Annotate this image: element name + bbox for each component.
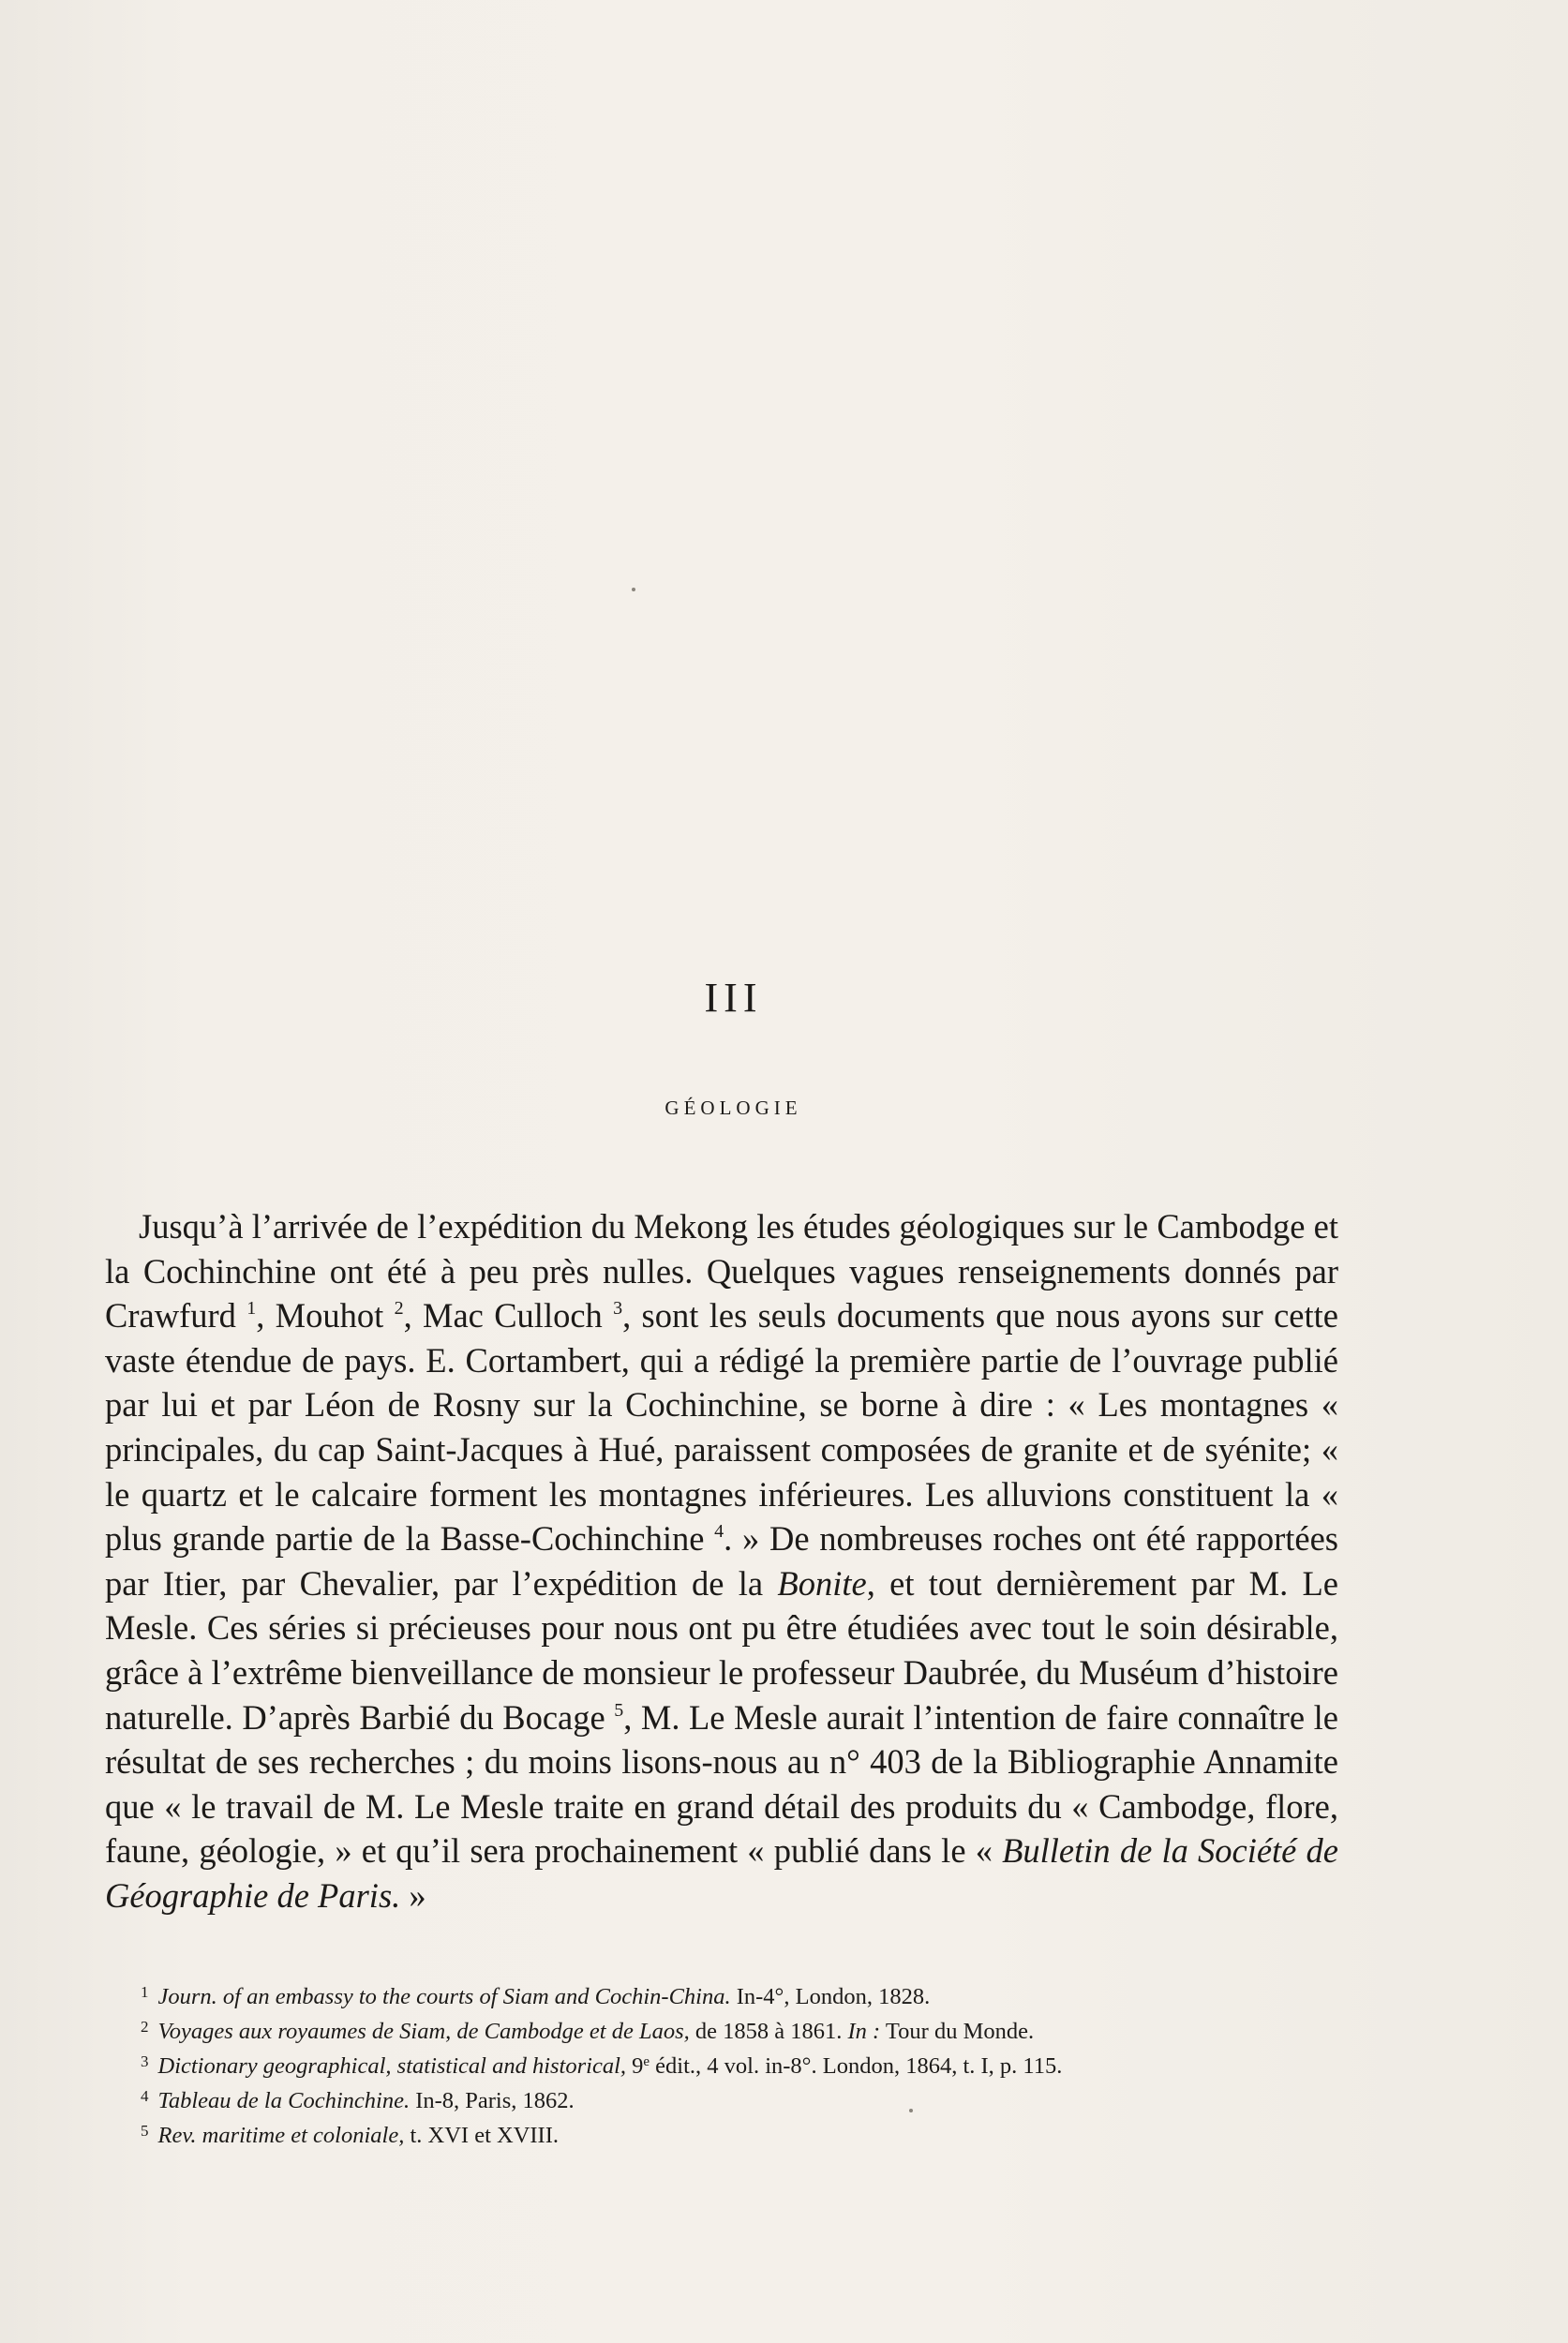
footnote-text: In-8, Paris, 1862. <box>410 2088 575 2113</box>
footnote-number: 2 <box>141 2018 149 2036</box>
footnote <box>141 2082 1322 2116</box>
text-segment: , M. Le Mesle aurait l’intention de faire connaître le résultat de ses recherches ; du moins lisons-nous au n° 403 de la Bibliographie Annamite que « le travail de M. Le Mesle traite en grand détail des produits du « Cambodge, flore, faune, géologie, » et qu’il sera prochainement « publié dans le « <box>105 1697 1338 1871</box>
text-segment: . » De nombreuses roches ont été rapportées par Itier, par Chevalier, par l’expédition de la <box>105 1519 1338 1603</box>
footnote-ref-3: 3 <box>613 1298 623 1320</box>
chapter-number: III <box>704 975 763 1022</box>
footnote-title: Dictionary geographical, statistical and historical, <box>157 2053 626 2079</box>
footnote-number: 3 <box>141 2052 149 2070</box>
text-segment: , Mac Culloch <box>403 1296 614 1336</box>
footnote-number: 1 <box>141 1983 149 2001</box>
footnote-text: de 1858 à 1861. <box>689 2019 848 2044</box>
footnote <box>141 1977 1322 2012</box>
text-segment: , Mouhot <box>256 1296 395 1336</box>
footnote <box>141 2047 1322 2082</box>
text-segment: » <box>400 1875 426 1915</box>
footnote-number: 5 <box>141 2122 149 2140</box>
footnote-text: In-4°, London, 1828. <box>730 1984 931 2009</box>
footnote-number: 4 <box>141 2087 149 2105</box>
footnote-ref-1: 1 <box>246 1298 257 1320</box>
footnote-text: t. XVI et XVIII. <box>404 2123 559 2148</box>
footnote-title: Voyages aux royaumes de Siam, de Cambodge et de Laos, <box>157 2019 690 2044</box>
footnote <box>141 2116 1322 2151</box>
footnote <box>141 2012 1322 2047</box>
paper-fleck <box>632 588 635 591</box>
footnote-ref-5: 5 <box>614 1699 624 1721</box>
footnote-title: Journ. of an embassy to the courts of Siam and Cochin-China. <box>157 1984 731 2009</box>
publication-title: Bulletin de la Société de Géographie de Paris. <box>105 1831 1338 1915</box>
footnote-text: édit., 4 vol. in-8°. London, 1864, t. I, p. 115. <box>650 2053 1063 2079</box>
text-segment: , sont les seuls documents que nous ayons sur cette vaste étendue de pays. E. Cortambert, qui a rédigé la première partie de l’ouvrage publié par lui et par Léon de Rosny sur la Cochinchine, se borne à dire : « Les montagnes « principales, du cap Saint-Jacques à Hué, paraissent composées de granite et de syénite; « le quartz et le calcaire forment les montagnes inférieures. Les alluvions constituent la « plus grande partie de la Basse-Cochinchine <box>105 1296 1338 1559</box>
footnote-in-label: In : <box>847 2019 881 2044</box>
footnote-text: 9 <box>626 2053 644 2079</box>
footnotes <box>141 1977 1322 2151</box>
footnote-ref-4: 4 <box>714 1521 724 1543</box>
ship-name: Bonite <box>777 1563 867 1603</box>
footnote-title: Rev. maritime et coloniale, <box>157 2123 405 2148</box>
footnote-ref-2: 2 <box>394 1298 404 1320</box>
footnote-title: Tableau de la Cochinchine. <box>157 2088 411 2113</box>
footnote-superscript: e <box>643 2054 650 2069</box>
text-segment: Jusqu’à l’arrivée de l’expédition du Mekong les études géologiques sur le Cambodge et la Cochinchine ont été à peu près nulles. Quelques vagues renseignements donnés par Crawfurd <box>105 1207 1338 1336</box>
text-segment: , et tout dernièrement par M. Le Mesle. Ces séries si précieuses pour nous ont pu être étudiées avec tout le soin désirable, grâce à l’extrême bienveillance de monsieur le professeur Daubrée, du Muséum d’histoire naturelle. D’après Barbié du Bocage <box>105 1563 1338 1737</box>
body-paragraph <box>105 1204 1338 1918</box>
chapter-title: GÉOLOGIE <box>665 1097 802 1119</box>
footnote-text: Tour du Monde. <box>880 2019 1035 2044</box>
